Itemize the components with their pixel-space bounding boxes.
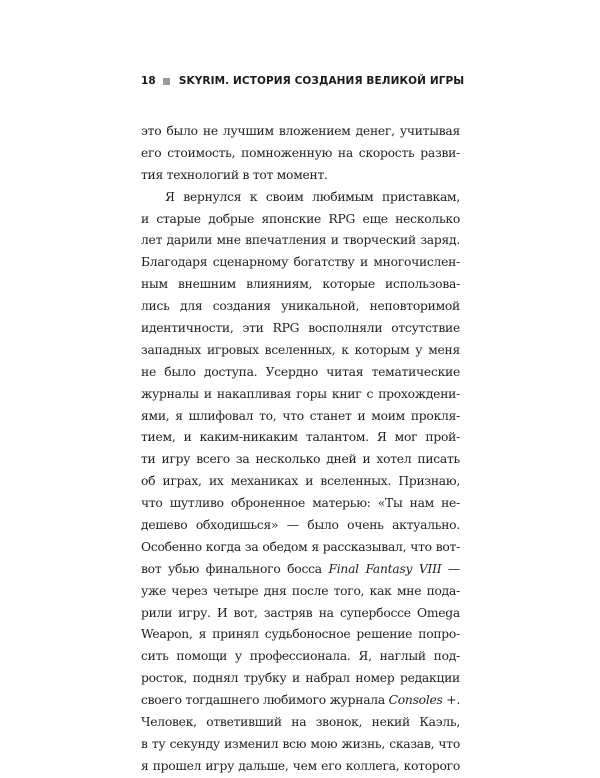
text-line: Человек, ответивший на звонок, некий Каэль, — [141, 715, 460, 730]
text-line: рили игру. И вот, застряв на супербоссе Omega — [141, 605, 460, 620]
text-line: лись для создания уникальной, неповторимой — [141, 299, 460, 314]
text-line: что шутливо оброненное матерью: «Ты нам не- — [141, 496, 460, 511]
running-head — [141, 72, 464, 90]
text-line: Weapon, я принял судьбоносное решение попро- — [141, 627, 460, 642]
text-line — [141, 690, 460, 712]
text-line: Я вернулся к своим любимым приставкам, — [165, 189, 460, 204]
text-line: журналы и накапливая горы книг с прохождени- — [141, 386, 460, 401]
italic-title: Final Fantasy VIII — [328, 561, 442, 576]
text-line: его стоимость, помноженную на скорость разви- — [141, 145, 460, 160]
text-line: идентичности, эти RPG восполняли отсутствие — [141, 321, 460, 336]
text-segment: своего тогдашнего любимого журнала — [141, 693, 389, 708]
text-line: Благодаря сценарному богатству и многочислен- — [141, 255, 460, 270]
text-line: ным внешним влияниям, которые использова- — [141, 277, 460, 292]
text-line: дешево обходишься» — было очень актуально. — [141, 518, 460, 533]
text-segment: . — [456, 693, 460, 708]
italic-title: Consoles + — [388, 693, 457, 708]
square-bullet-icon — [163, 78, 170, 85]
text-segment: — — [441, 561, 460, 576]
text-line: это было не лучшим вложением денег, учитывая — [141, 124, 460, 138]
text-line: Особенно когда за обедом я рассказывал, что вот- — [141, 539, 460, 554]
text-line: и старые добрые японские RPG еще несколько — [141, 211, 460, 226]
text-line: уже через четыре дня после того, как мне пода- — [141, 583, 460, 598]
text-line — [141, 559, 460, 581]
text-line: росток, поднял трубку и набрал номер редакции — [141, 671, 460, 686]
page-number: 18 — [141, 75, 156, 87]
text-line: сить помощи у профессионала. Я, наглый под- — [141, 649, 460, 664]
text-line: лет дарили мне впечатления и творческий заряд. — [141, 233, 460, 248]
text-line: не было доступа. Усердно читая тематические — [141, 364, 460, 379]
text-line: ти игру всего за несколько дней и хотел писать — [141, 452, 460, 467]
body-text — [141, 121, 460, 778]
text-line: тием, и каким-никаким талантом. Я мог прой- — [141, 430, 460, 445]
text-line: я прошел игру дальше, чем его коллега, которого — [141, 758, 460, 773]
text-segment: вот убью финального босса — [141, 561, 329, 576]
running-title: SKYRIM. ИСТОРИЯ СОЗДАНИЯ ВЕЛИКОЙ ИГРЫ — [178, 75, 465, 87]
text-line: в ту секунду изменил всю мою жизнь, сказав, что — [141, 736, 460, 751]
text-line: об играх, их механиках и вселенных. Признаю, — [141, 474, 460, 489]
text-line: западных игровых вселенных, к которым у меня — [141, 342, 460, 357]
text-line: ями, я шлифовал то, что станет и моим прокля- — [141, 408, 460, 423]
text-line: тия технологий в тот момент. — [141, 167, 328, 182]
